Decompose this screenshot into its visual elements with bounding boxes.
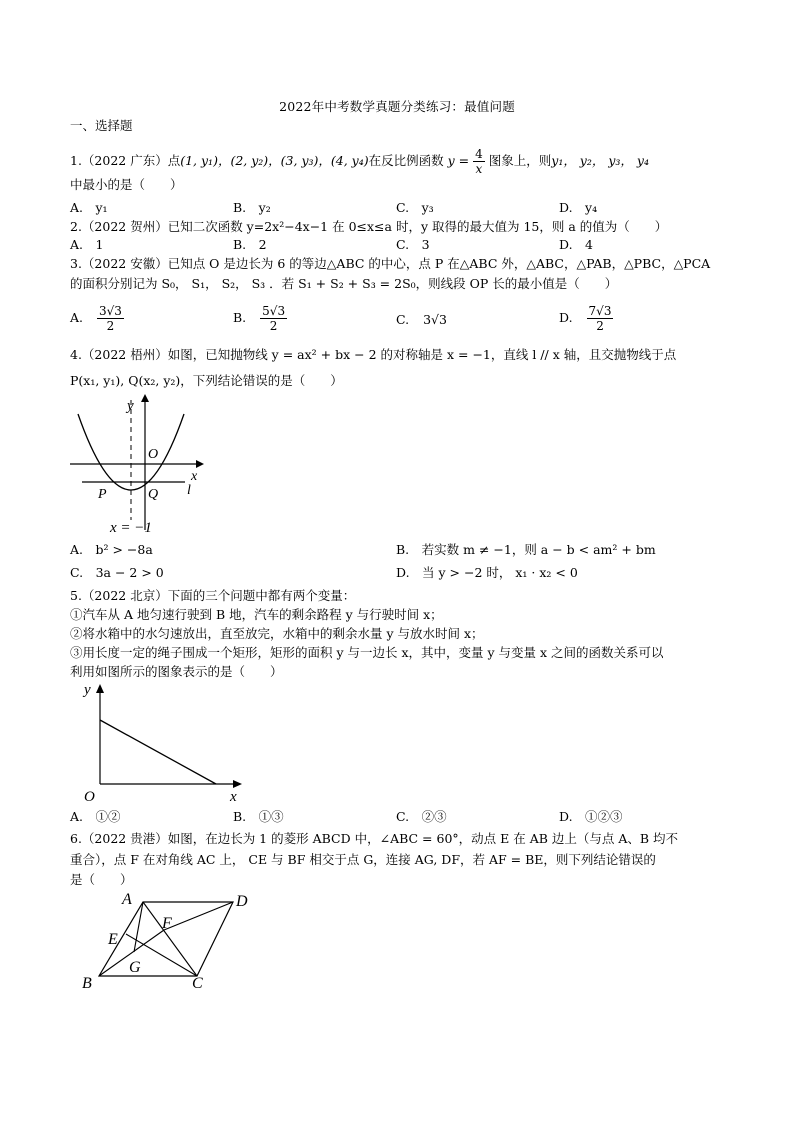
q2-option-a[interactable]: A. 1 [70, 237, 104, 252]
q5-label-x: x [230, 789, 237, 805]
q4-label-axis-eq: x = −1 [110, 520, 152, 536]
q3-option-b-fraction [260, 304, 287, 333]
q3-option-c[interactable] [396, 311, 447, 329]
q3-option-d-num: 7√3 [588, 304, 612, 318]
q1-option-c[interactable]: C. y₃ [396, 200, 434, 215]
q6-rhombus-figure [76, 890, 266, 994]
section-heading: 一、选择题 [70, 118, 133, 133]
q4-option-c[interactable]: C. 3a − 2 > 0 [70, 565, 164, 580]
q6-label-f: F [162, 915, 172, 932]
q6-stem-line1: 6.（2022 贵港）如图，在边长为 1 的菱形 ABCD 中，∠ABC = 60°，动点 E 在 AB 边上（与点 A、B 均不 [70, 831, 679, 846]
q4-label-x: x [191, 469, 198, 484]
q1-option-a[interactable]: A. y₁ [70, 200, 108, 215]
q5-label-y: y [84, 682, 91, 698]
q2-option-b[interactable]: B. 2 [233, 237, 267, 252]
q5-line-graph-figure [80, 680, 250, 806]
q3-option-c-label: C. [396, 312, 410, 327]
q4-stem-line2: P(x₁, y₁), Q(x₂, y₂)，下列结论错误的是（ ） [70, 373, 343, 388]
q4-label-q: Q [148, 487, 159, 502]
q6-segment-df [164, 902, 233, 930]
q5-decreasing-line [100, 720, 216, 784]
q3-option-a[interactable] [70, 304, 124, 333]
q1-y-values: y₁， y₂， y₃， y₄ [551, 153, 649, 168]
q4-parabola [78, 414, 184, 490]
q1-function-fraction [473, 147, 485, 176]
q3-option-a-den: 2 [106, 319, 115, 333]
q4-x-arrow-icon [196, 460, 204, 468]
q5-stem-line3: ②将水箱中的水匀速放出，直至放完，水箱中的剩余水量 y 与放水时间 x； [70, 626, 484, 641]
q5-stem-line5: 利用如图所示的图象表示的是（ ） [70, 664, 283, 679]
q5-y-arrow-icon [96, 684, 104, 693]
q3-option-a-num: 3√3 [99, 304, 122, 318]
q4-label-o: O [148, 447, 159, 462]
q6-label-g: G [129, 959, 141, 976]
q4-y-arrow-icon [141, 394, 149, 402]
q2-option-d[interactable]: D. 4 [559, 237, 594, 252]
q5-stem-line1: 5.（2022 北京）下面的三个问题中都有两个变量： [70, 588, 356, 603]
q1-fraction-numerator: 4 [475, 147, 483, 161]
q6-label-e: E [108, 931, 118, 948]
q3-option-d[interactable] [559, 304, 613, 333]
q3-option-b-label: B. [233, 310, 247, 325]
q4-option-a[interactable]: A. b² > −8a [70, 542, 153, 557]
q6-label-d: D [236, 893, 248, 910]
q4-stem-line1: 4.（2022 梧州）如图，已知抛物线 y = ax² + bx − 2 的对称轴是 x = −1，直线 l // x 轴，且交抛物线于点 [70, 347, 677, 362]
q4-option-d[interactable]: D. 当 y > −2 时， x₁ · x₂ < 0 [396, 565, 578, 580]
q5-option-b[interactable]: B. ①③ [233, 809, 284, 824]
q5-label-o: O [84, 789, 95, 805]
q3-option-b-num: 5√3 [262, 304, 286, 318]
q5-option-a[interactable]: A. ①② [70, 809, 121, 824]
q3-option-d-fraction [587, 304, 614, 333]
q1-stem-line1 [70, 147, 649, 176]
q4-option-b[interactable]: B. 若实数 m ≠ −1，则 a − b < am² + bm [396, 542, 656, 557]
q1-option-d[interactable]: D. y₄ [559, 200, 598, 215]
q1-stem-intro: 1.（2022 广东）点 [70, 153, 181, 168]
q3-option-a-fraction [97, 304, 124, 333]
q5-option-d[interactable]: D. ①②③ [559, 809, 623, 824]
q6-label-c: C [192, 975, 203, 992]
q3-option-c-value: 3√3 [423, 312, 447, 327]
q3-option-d-label: D. [559, 310, 573, 325]
q4-parabola-figure [70, 392, 210, 536]
q4-label-l: l [187, 483, 191, 498]
q6-label-b: B [82, 975, 92, 992]
q3-stem-line1: 3.（2022 安徽）已知点 O 是边长为 6 的等边△ABC 的中心，点 P 在△ABC 外，△ABC，△PAB，△PBC，△PCA [70, 256, 711, 271]
q5-stem-line4: ③用长度一定的绳子围成一个矩形，矩形的面积 y 与一边长 x，其中，变量 y 与变量 x 之间的函数关系可以 [70, 645, 664, 660]
q2-stem: 2.（2022 贺州）已知二次函数 y=2x²−4x−1 在 0≤x≤a 时，y 取得的最大值为 15，则 a 的值为（ ） [70, 219, 668, 234]
q6-label-a: A [122, 891, 132, 908]
page-title: 2022年中考数学真题分类练习：最值问题 [279, 99, 515, 114]
q3-option-b-den: 2 [269, 319, 278, 333]
q6-stem-line3: 是（ ） [70, 872, 133, 887]
q1-function-lhs: y = [447, 153, 470, 168]
q1-points: (1, y₁)，(2, y₂)，(3, y₃)，(4, y₄) [180, 153, 369, 168]
q4-label-y: y [127, 398, 134, 414]
q3-option-a-label: A. [70, 310, 84, 325]
q5-x-arrow-icon [233, 780, 242, 788]
q1-fraction-denominator: x [475, 162, 483, 176]
q1-option-b[interactable]: B. y₂ [233, 200, 271, 215]
q3-option-d-den: 2 [596, 319, 604, 333]
q2-option-c[interactable]: C. 3 [396, 237, 430, 252]
q3-option-b[interactable] [233, 304, 287, 333]
q1-stem-mid: 在反比例函数 [368, 153, 444, 168]
q6-rhombus [99, 902, 233, 976]
q4-label-p: P [98, 487, 107, 502]
q5-option-c[interactable]: C. ②③ [396, 809, 447, 824]
q1-stem-end: 图象上，则 [488, 153, 552, 168]
q1-stem-line2: 中最小的是（ ） [70, 177, 183, 192]
q3-stem-line2: 的面积分别记为 S₀， S₁， S₂， S₃ ．若 S₁ + S₂ + S₃ = 2S₀，则线段 OP 长的最小值是（ ） [70, 276, 618, 291]
q6-stem-line2: 重合），点 F 在对角线 AC 上， CE 与 BF 相交于点 G，连接 AG, DF，若 AF = BE，则下列结论错误的 [70, 852, 656, 867]
q5-stem-line2: ①汽车从 A 地匀速行驶到 B 地，汽车的剩余路程 y 与行驶时间 x； [70, 607, 443, 622]
